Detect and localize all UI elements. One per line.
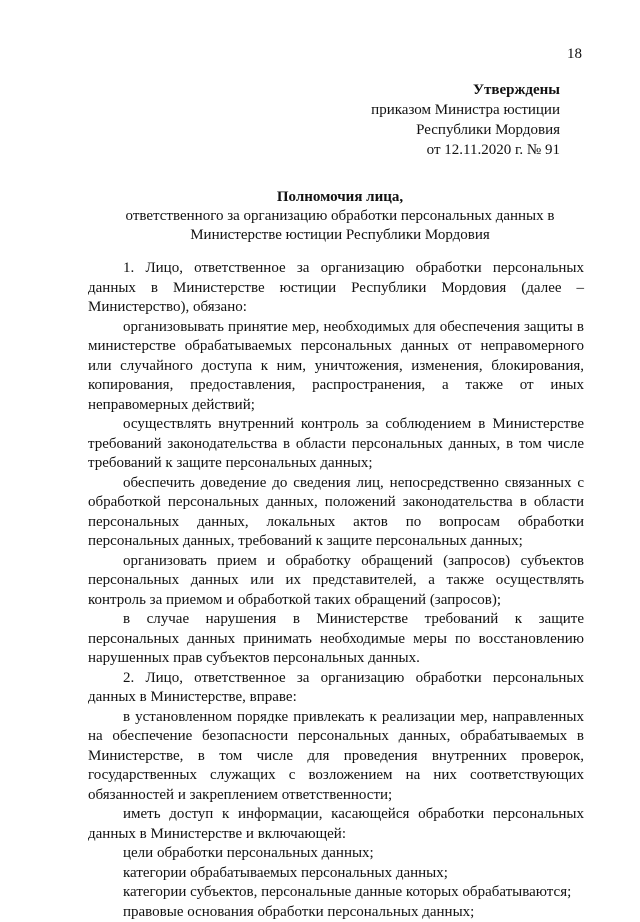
list-item: цели обработки персональных данных;: [88, 844, 584, 864]
document-body: [88, 259, 584, 922]
approval-line: Республики Мордовия: [360, 120, 560, 140]
paragraph: 2. Лицо, ответственное за организацию обработки персональных данных в Министерстве, вправе:: [88, 669, 584, 708]
list-item: правовые основания обработки персональных данных;: [88, 903, 584, 922]
approval-line: приказом Министра юстиции: [360, 100, 560, 120]
title-main: Полномочия лица,: [90, 188, 590, 207]
paragraph: в случае нарушения в Министерстве требований к защите персональных данных принимать необходимые меры по восстановлению нарушенных прав субъектов персональных данных.: [88, 610, 584, 669]
title-line: ответственного за организацию обработки персональных данных в: [90, 207, 590, 226]
approval-block: [360, 80, 560, 160]
document-title: [90, 188, 590, 245]
approval-title: Утверждены: [360, 80, 560, 100]
list-item: категории обрабатываемых персональных данных;: [88, 864, 584, 884]
paragraph: осуществлять внутренний контроль за соблюдением в Министерстве требований законодательства в области персональных данных, в том числе требований к защите персональных данных;: [88, 415, 584, 474]
paragraph: организовать прием и обработку обращений (запросов) субъектов персональных данных или их представителей, а также осуществлять контроль за приемом и обработкой таких обращений (запросов);: [88, 552, 584, 611]
paragraph: 1. Лицо, ответственное за организацию обработки персональных данных в Министерстве юстиции Республики Мордовия (далее – Министерство), обязано:: [88, 259, 584, 318]
list-item: категории субъектов, персональные данные которых обрабатываются;: [88, 883, 584, 903]
title-line: Министерстве юстиции Республики Мордовия: [90, 226, 590, 245]
approval-date: от 12.11.2020 г. № 91: [360, 140, 560, 160]
paragraph: иметь доступ к информации, касающейся обработки персональных данных в Министерстве и включающей:: [88, 805, 584, 844]
paragraph: организовывать принятие мер, необходимых для обеспечения защиты в министерстве обрабатываемых персональных данных от неправомерного или случайного доступа к ним, уничтожения, изменения, блокирования, копирования, предоставления, распространения, а также от иных неправомерных действий;: [88, 318, 584, 416]
paragraph: обеспечить доведение до сведения лиц, непосредственно связанных с обработкой персональных данных, положений законодательства в области персональных данных, локальных актов по вопросам обработки персональных данных, требований к защите персональных данных;: [88, 474, 584, 552]
page-number: 18: [567, 46, 582, 63]
paragraph: в установленном порядке привлекать к реализации мер, направленных на обеспечение безопасности персональных данных, обрабатываемых в Министерстве, в том числе для проведения внутренних проверок, государственных служащих с возложением на них соответствующих обязанностей и закреплением ответственности;: [88, 708, 584, 806]
